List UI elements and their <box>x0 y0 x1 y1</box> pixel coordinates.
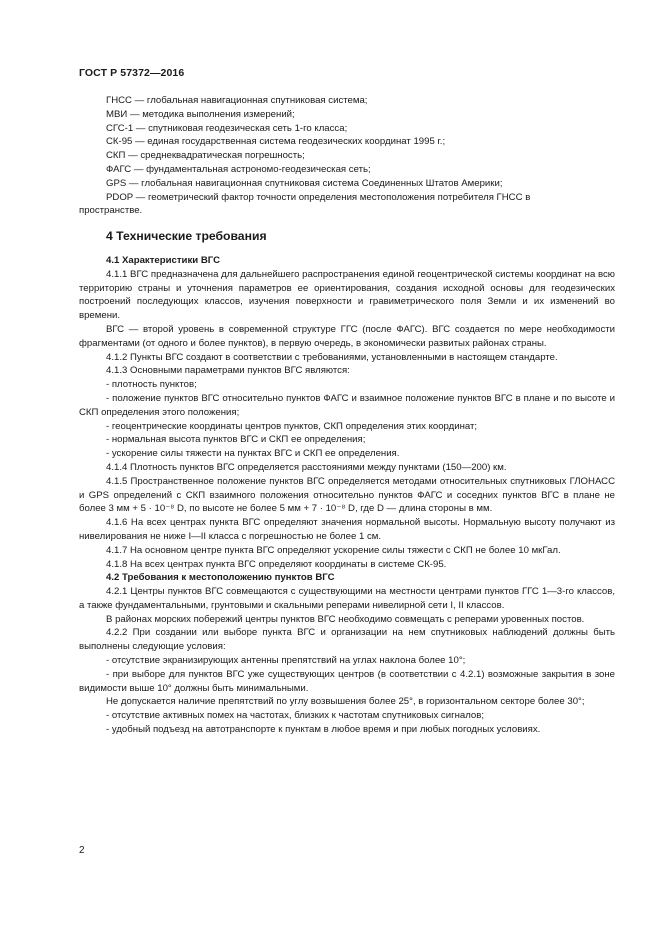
abbreviation-item: СКП — среднеквадратическая погрешность; <box>106 150 305 162</box>
abbreviation-item: PDOP — геометрический фактор точности определения местоположения потребителя ГНСС в <box>106 191 531 203</box>
paragraph: Не допускается наличие препятствий по углу возвышения более 25°, в горизонтальном секторе более 30°; <box>106 696 585 708</box>
paragraph: 4.1.8 На всех центрах пункта ВГС определяют координаты в системе СК-95. <box>106 558 447 570</box>
abbreviation-item: ФАГС — фундаментальная астрономо-геодезическая сеть; <box>106 163 371 175</box>
abbreviation-list <box>79 94 615 218</box>
list-item: - отсутствие активных помех на частотах, близких к частотам спутниковых сигналов; <box>106 710 485 722</box>
paragraph: 4.1.5 Пространственное положение пунктов ВГС определяется методами относительных спутниковых ГЛОНАСС и GPS определений с СКП взаимного положения относительно пунктов ФАГС и соседних пунктов ВГС в плане не более 3 мм + 5 · 10⁻⁸ D, по высоте не более 5 мм + 7 · 10⁻⁸ D, где D — длина стороны в мм. <box>79 475 615 515</box>
abbreviation-item: СК-95 — единая государственная система геодезических координат 1995 г.; <box>106 136 446 148</box>
page-number: 2 <box>79 845 85 856</box>
paragraph: В районах морских побережий центры пунктов ВГС необходимо совмещать с реперами уровенных постов. <box>106 613 585 625</box>
list-item: - нормальная высота пунктов ВГС и СКП ее определения; <box>106 434 366 446</box>
list-item: - положение пунктов ВГС относительно пунктов ФАГС и взаимное положение пунктов ВГС в плане и по высоте и СКП определения этого положения; <box>79 392 615 418</box>
paragraph: ВГС — второй уровень в современной структуре ГГС (после ФАГС). ВГС создается по мере необходимости фрагментами (от одного и более пунктов), в первую очередь, в экономически развитых районах страны. <box>79 323 615 349</box>
section-heading: 4 Технические требования <box>106 229 267 244</box>
paragraph: 4.2.1 Центры пунктов ВГС совмещаются с существующими на местности центрами пунктов ГГС 1—3-го классов, а также фундаментальными, грунтовыми и скальными реперами нивелирной сети I, II классов. <box>79 586 615 611</box>
list-item: - геоцентрические координаты центров пунктов, СКП определения этих координат; <box>106 420 478 432</box>
paragraph: 4.1.1 ВГС предназначена для дальнейшего распространения единой геоцентрической системы координат на всю территорию страны и уточнения параметров ее ориентирования, создания исходной основы для геодезических построений последующих классов, изучения поверхности и гравиметрического поля Земли и их изменений во времени. <box>79 268 615 322</box>
abbreviation-item-continuation: пространстве. <box>79 205 143 217</box>
paragraph: 4.1.2 Пункты ВГС создают в соответствии с требованиями, установленными в настоящем стандарте. <box>106 351 558 363</box>
paragraph: 4.1.3 Основными параметрами пунктов ВГС являются: <box>106 365 350 377</box>
subsection-heading: 4.2 Требования к местоположению пунктов ВГС <box>106 572 335 584</box>
subsection-heading: 4.1 Характеристики ВГС <box>106 254 220 266</box>
paragraph: 4.1.7 На основном центре пункта ВГС определяют ускорение силы тяжести с СКП не более 10 мкГал. <box>106 544 561 556</box>
standard-header: ГОСТ Р 57372—2016 <box>79 67 185 79</box>
paragraph: 4.2.2 При создании или выборе пункта ВГС и организации на нем спутниковых наблюдений должны быть выполнены следующие условия: <box>79 627 615 653</box>
list-item: - плотность пунктов; <box>106 379 197 391</box>
list-item: - отсутствие экранизирующих антенны препятствий на углах наклона более 10°; <box>106 655 466 667</box>
abbreviation-item: ГНСС — глобальная навигационная спутниковая система; <box>106 95 368 106</box>
list-item: - при выборе для пунктов ВГС уже существующих центров (в соответствии с 4.2.1) возможные закрытия в зоне видимости выше 10° должны быть минимальными. <box>79 668 615 694</box>
document-body <box>79 94 615 737</box>
list-item: - удобный подъезд на автотранспорте к пунктам в любое время и при любых погодных условиях. <box>106 724 541 736</box>
abbreviation-item: МВИ — методика выполнения измерений; <box>106 108 295 120</box>
paragraph: 4.1.6 На всех центрах пункта ВГС определяют значения нормальной высоты. Нормальную высоту получают из нивелирования не ниже I—II класса с погрешностью не более 1 см. <box>79 517 615 542</box>
list-item: - ускорение силы тяжести на пунктах ВГС и СКП ее определения. <box>106 448 400 460</box>
paragraph: 4.1.4 Плотность пунктов ВГС определяется расстояниями между пунктами (150—200) км. <box>106 461 507 473</box>
abbreviation-item: СГС-1 — спутниковая геодезическая сеть 1-го класса; <box>106 122 348 134</box>
abbreviation-item: GPS — глобальная навигационная спутниковая система Соединенных Штатов Америки; <box>106 177 503 189</box>
